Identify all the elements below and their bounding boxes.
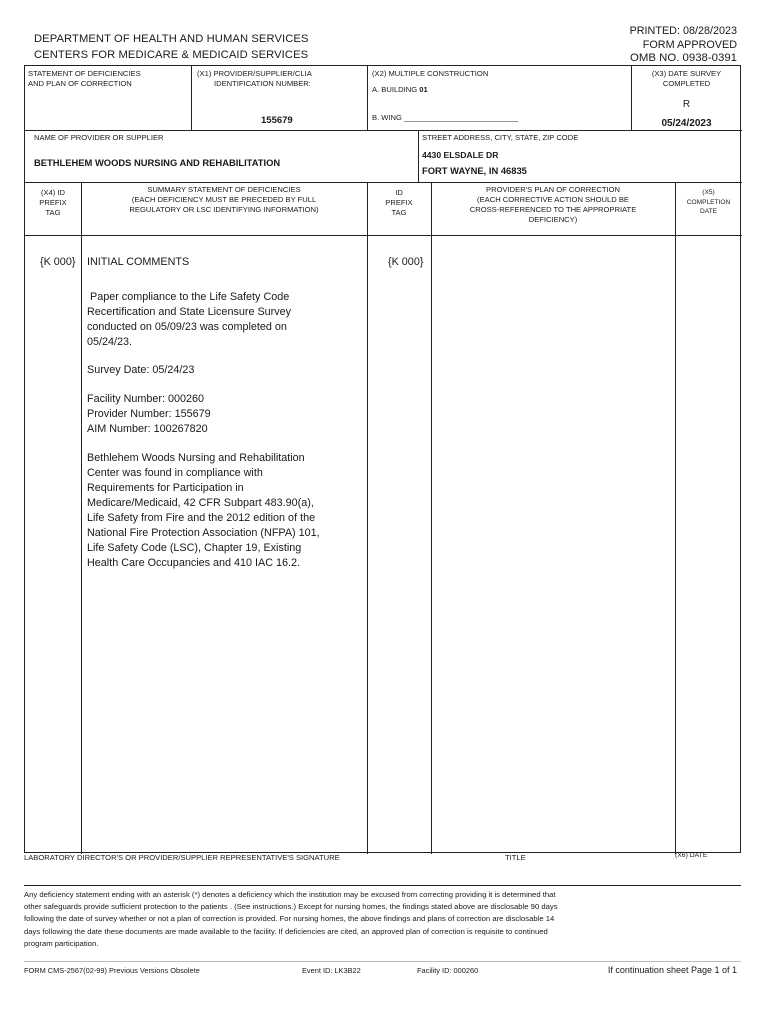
survey-completed-date: 05/24/2023	[661, 118, 712, 129]
left-tag: {K 000}	[40, 256, 76, 268]
plan-line3: CROSS-REFERENCED TO THE APPROPRIATE	[469, 205, 637, 214]
title-label: TITLE	[505, 853, 526, 862]
wing-row	[372, 113, 518, 123]
x4-line3: TAG	[45, 208, 61, 217]
note-line: program participation.	[24, 938, 99, 948]
x1-label-line1: (X1) PROVIDER/SUPPLIER/CLIA	[197, 69, 312, 78]
x3-label-line1: (X3) DATE SURVEY	[651, 69, 722, 78]
entry-title: INITIAL COMMENTS	[87, 256, 190, 268]
omb-number: OMB NO. 0938-0391	[630, 52, 737, 64]
para2-line: Bethlehem Woods Nursing and Rehabilitation	[87, 452, 305, 464]
facility-id: Facility ID: 000260	[417, 966, 479, 975]
form-number: FORM CMS-2567(02-99) Previous Versions Obsolete	[24, 966, 200, 975]
building-label: A. BUILDING	[372, 85, 418, 94]
findings-paragraph	[87, 451, 366, 571]
x4-id-prefix-header	[25, 188, 81, 218]
right-tag: {K 000}	[388, 256, 424, 268]
provider-number: Provider Number: 155679	[87, 408, 211, 420]
note-line: other safeguards provide sufficient protection to the patients . (See instructions.) Except for nursing homes, the findings stated above are disclosable 90 days	[24, 902, 558, 912]
note-line: days following the date these documents are made available to the facility. If deficiencies are cited, an approved plan of correction is requisite to continued	[24, 926, 548, 936]
deficiency-form	[24, 65, 741, 853]
wing-blank: ___________________________	[404, 113, 519, 122]
plan-line4: DEFICIENCY)	[528, 215, 578, 224]
para1-line: 05/24/23.	[87, 336, 133, 348]
id-line2: PREFIX	[385, 198, 413, 207]
form-info	[630, 25, 737, 66]
x4-line1: (X4) ID	[40, 188, 66, 197]
provider-name: BETHLEHEM WOODS NURSING AND REHABILITATION	[34, 157, 281, 168]
form-approved: FORM APPROVED	[642, 38, 737, 51]
para2-line: National Fire Protection Association (NFPA) 101,	[87, 527, 320, 539]
para2-line: Medicare/Medicaid, 42 CFR Subpart 483.90(a),	[87, 497, 314, 509]
id-line1: ID	[395, 188, 403, 197]
aim-number: AIM Number: 100267820	[87, 423, 208, 435]
department-name: DEPARTMENT OF HEALTH AND HUMAN SERVICES	[34, 33, 309, 45]
date-survey-label	[631, 69, 742, 89]
survey-date: Survey Date: 05/24/23	[87, 364, 195, 376]
provider-id-label	[197, 69, 312, 89]
x5-line1: (X5)	[702, 189, 715, 196]
building-row	[372, 85, 428, 95]
wing-label: B. WING	[372, 113, 402, 122]
statement-label-line2: AND PLAN OF CORRECTION	[28, 79, 132, 88]
para2-line: Health Care Occupancies and 410 IAC 16.2.	[87, 557, 301, 569]
plan-line1: PROVIDER'S PLAN OF CORRECTION	[486, 185, 620, 194]
address-label: STREET ADDRESS, CITY, STATE, ZIP CODE	[422, 133, 579, 142]
continuation-sheet: If continuation sheet Page 1 of 1	[607, 965, 737, 975]
facility-number: Facility Number: 000260	[87, 393, 205, 405]
note-line: Any deficiency statement ending with an asterisk (*) denotes a deficiency which the institution may be excused from correcting providing it is determined that	[24, 890, 556, 899]
x5-line3: DATE	[699, 208, 718, 215]
statement-label-line1: STATEMENT OF DEFICIENCIES	[28, 69, 141, 78]
para2-line: Life Safety Code (LSC), Chapter 19, Existing	[87, 542, 302, 554]
facility-ids	[87, 392, 211, 437]
x3-label-line2: COMPLETED	[662, 79, 711, 88]
event-id: Event ID: LK3B22	[302, 966, 361, 975]
x1-label-line2: IDENTIFICATION NUMBER:	[214, 79, 311, 88]
summary-line3: REGULATORY OR LSC IDENTIFYING INFORMATION)	[129, 205, 319, 214]
summary-statement-header	[81, 185, 367, 215]
note-line: following the date of survey whether or not a plan of correction is provided. For nursing homes, the above findings and plans of correction are disclosable 14	[24, 914, 555, 924]
multiple-construction-label: (X2) MULTIPLE CONSTRUCTION	[372, 69, 489, 78]
provider-id-value: 155679	[261, 115, 293, 126]
completion-date-header	[675, 188, 742, 217]
para2-line: Requirements for Participation in	[87, 482, 244, 494]
para1-line: Recertification and State Licensure Survey	[87, 306, 292, 318]
compliance-paragraph	[87, 290, 365, 350]
plan-of-correction-header	[431, 185, 675, 225]
id-line3: TAG	[391, 208, 407, 217]
disclosure-note	[24, 889, 664, 950]
summary-line2: (EACH DEFICIENCY MUST BE PRECEDED BY FULL	[131, 195, 317, 204]
survey-code: R	[682, 99, 691, 110]
street-address: 4430 ELSDALE DR	[422, 150, 499, 160]
agency-header	[34, 32, 309, 63]
id-prefix-header	[367, 188, 431, 218]
x4-line2: PREFIX	[39, 198, 67, 207]
para2-line: Center was found in compliance with	[87, 467, 263, 479]
x5-line2: COMPLETION	[686, 198, 731, 206]
summary-line1: SUMMARY STATEMENT OF DEFICIENCIES	[147, 185, 301, 194]
plan-line2: (EACH CORRECTIVE ACTION SHOULD BE	[477, 195, 629, 204]
building-value: 01	[419, 85, 428, 94]
centers-name: CENTERS FOR MEDICARE & MEDICAID SERVICES	[34, 48, 309, 61]
date-label: (X6) DATE	[675, 852, 708, 859]
printed-date: PRINTED: 08/28/2023	[629, 25, 737, 37]
city-state-zip: FORT WAYNE, IN 46835	[422, 165, 527, 176]
statement-label	[28, 69, 141, 89]
para1-line: conducted on 05/09/23 was completed on	[87, 321, 287, 333]
provider-name-label: NAME OF PROVIDER OR SUPPLIER	[34, 133, 164, 142]
signature-label: LABORATORY DIRECTOR'S OR PROVIDER/SUPPLIER REPRESENTATIVE'S SIGNATURE	[24, 853, 340, 862]
para2-line: Life Safety from Fire and the 2012 edition of the	[87, 512, 316, 524]
para1-line: Paper compliance to the Life Safety Code	[87, 291, 290, 303]
